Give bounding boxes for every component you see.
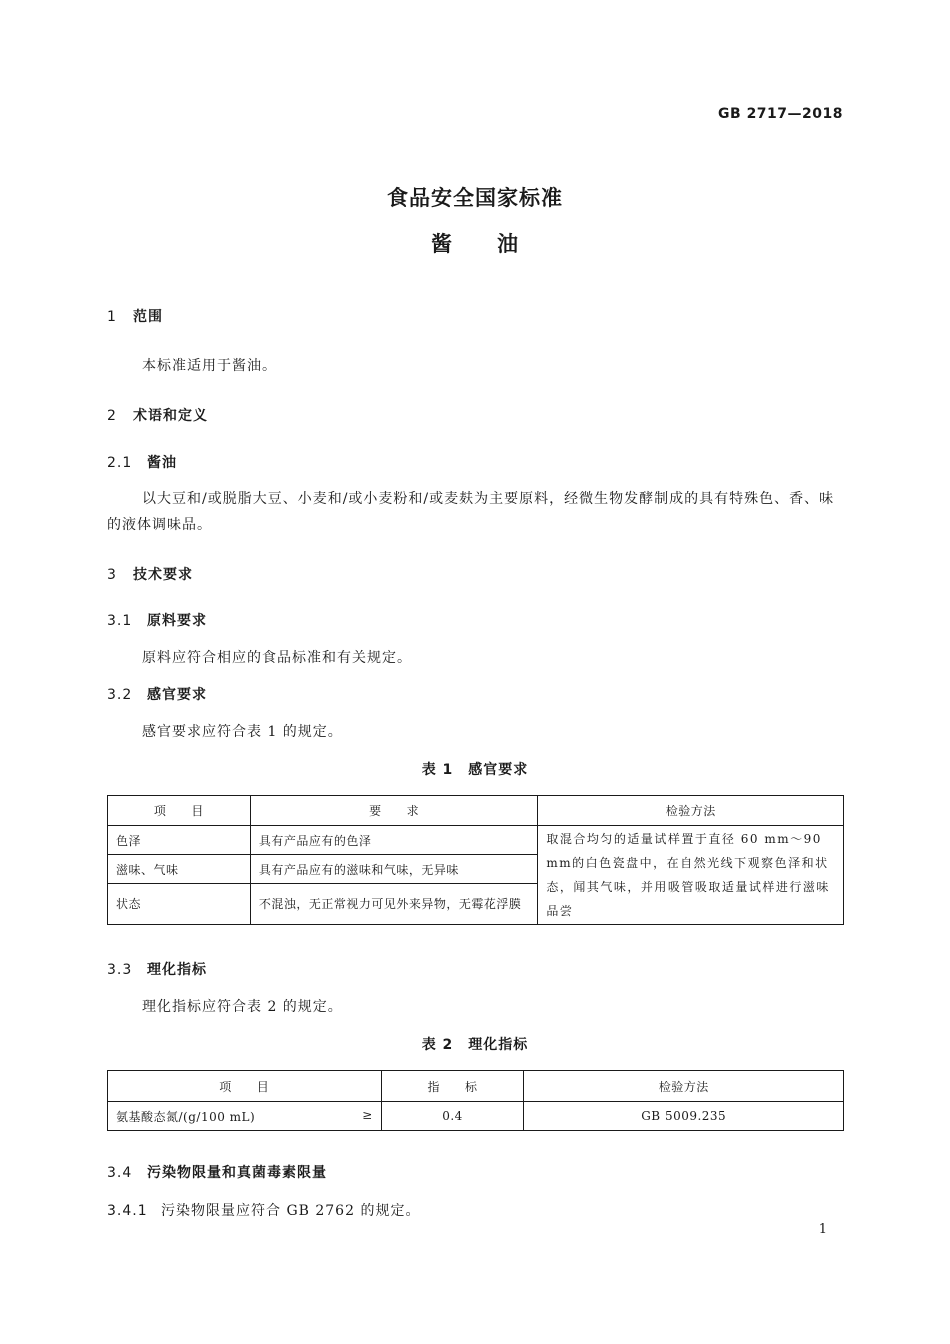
section-number: 2: [107, 408, 117, 424]
section-number: 3: [107, 567, 117, 583]
table-row: [108, 1102, 844, 1131]
table-header-cell: 项 目: [108, 796, 251, 826]
section-text: 污染物限量应符合 GB 2762 的规定。: [161, 1203, 421, 1219]
section-title: 酱油: [147, 455, 177, 471]
section-1-heading: [107, 306, 163, 326]
table-header-cell: 检验方法: [524, 1071, 844, 1102]
table-header-cell: 检验方法: [538, 796, 844, 826]
section-3-3-text: 理化指标应符合表 2 的规定。: [142, 999, 343, 1015]
section-number: 3.2: [107, 687, 133, 703]
table-header-cell: 要 求: [250, 796, 538, 826]
section-3-4-heading: [107, 1162, 327, 1182]
comparison-symbol: ≥: [362, 1107, 373, 1122]
section-3-1-text: 原料应符合相应的食品标准和有关规定。: [142, 650, 412, 666]
table-cell-item: [108, 1102, 382, 1131]
table-cell-value: 0.4: [381, 1102, 524, 1131]
section-title: 范围: [133, 309, 163, 325]
section-title: 原料要求: [147, 613, 207, 629]
section-title: 技术要求: [133, 567, 193, 583]
table-cell-item: 色泽: [108, 826, 251, 855]
table-header-row: [108, 1071, 844, 1102]
table-cell-requirement: 不混浊，无正常视力可见外来异物，无霉花浮膜: [250, 884, 538, 925]
physicochemical-indicators-table: [107, 1070, 844, 1131]
section-3-heading: [107, 564, 193, 584]
table-cell-item: 滋味、气味: [108, 855, 251, 884]
section-title: 感官要求: [147, 687, 207, 703]
table-2-caption: 表 2 理化指标: [421, 1037, 529, 1053]
table-row: [108, 826, 844, 855]
table-cell-method: 取混合均匀的适量试样置于直径 60 mm～90 mm的白色瓷盘中，在自然光线下观察色泽和状态，闻其气味，并用吸管吸取适量试样进行滋味品尝: [538, 826, 844, 925]
section-title: 理化指标: [147, 962, 207, 978]
table-header-row: [108, 796, 844, 826]
table-header-cell: 指 标: [381, 1071, 524, 1102]
section-title: 术语和定义: [133, 408, 208, 424]
table-cell-requirement: 具有产品应有的色泽: [250, 826, 538, 855]
sensory-requirements-table: [107, 795, 844, 925]
section-2-1-heading: [107, 452, 177, 472]
section-number: 3.4.1: [107, 1203, 148, 1219]
item-label: 氨基酸态氮/(g/100 mL): [116, 1109, 256, 1124]
section-3-4-1: [107, 1200, 420, 1220]
section-title: 污染物限量和真菌毒素限量: [147, 1165, 327, 1181]
standard-code: GB 2717—2018: [718, 106, 843, 122]
section-3-3-heading: [107, 959, 207, 979]
section-2-1-text: 以大豆和/或脱脂大豆、小麦和/或小麦粉和/或麦麸为主要原料，经微生物发酵制成的具有特殊色、香、味的液体调味品。: [107, 491, 835, 533]
table-cell-requirement: 具有产品应有的滋味和气味，无异味: [250, 855, 538, 884]
document-title: 食品安全国家标准: [387, 186, 563, 210]
section-3-2-heading: [107, 684, 207, 704]
section-number: 3.3: [107, 962, 133, 978]
section-number: 3.4: [107, 1165, 133, 1181]
section-3-1-heading: [107, 610, 207, 630]
section-2-heading: [107, 405, 208, 425]
section-number: 3.1: [107, 613, 133, 629]
section-number: 2.1: [107, 455, 133, 471]
section-3-2-text: 感官要求应符合表 1 的规定。: [142, 724, 343, 740]
document-subtitle: 酱 油: [431, 232, 519, 256]
table-1-caption: 表 1 感官要求: [421, 762, 529, 778]
section-1-text: 本标准适用于酱油。: [142, 358, 277, 374]
table-cell-item: 状态: [108, 884, 251, 925]
section-number: 1: [107, 309, 117, 325]
table-header-cell: 项 目: [108, 1071, 382, 1102]
table-cell-method: GB 5009.235: [524, 1102, 844, 1131]
page-number: 1: [818, 1222, 827, 1237]
